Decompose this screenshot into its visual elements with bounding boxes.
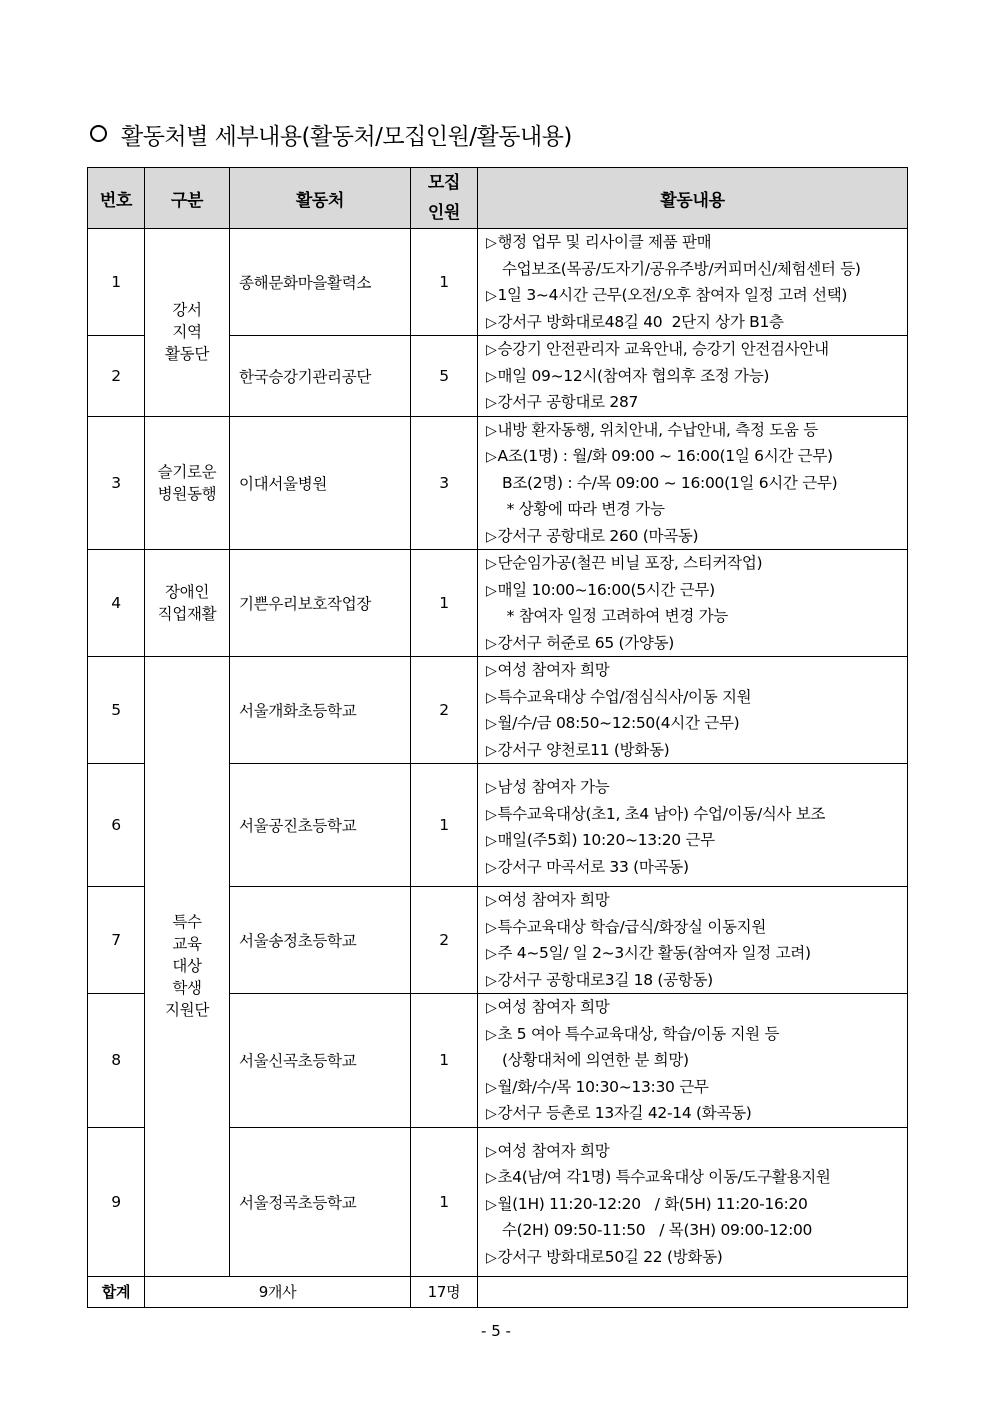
page-number: - 5 - [481,1322,511,1340]
category-cell [145,550,230,657]
triangle-bullet-icon: ▷ [486,528,497,545]
activity-text: 1일 3~4시간 근무(오전/오후 참여자 일정 고려 선택) [497,286,848,304]
activity-line [486,363,907,390]
category-line: 직업재활 [157,605,217,623]
triangle-bullet-icon: ▷ [486,288,497,304]
activity-text: 행정 업무 및 리사이클 제품 판매 [497,233,712,251]
triangle-bullet-icon: ▷ [486,1026,497,1043]
activity-text: 강서구 허준로 65 (가양동) [497,633,675,652]
header-recruit [411,168,478,229]
activity-text: 강서구 공항대로 287 [497,393,639,411]
triangle-bullet-icon: ▷ [486,946,497,962]
triangle-bullet-icon: ▷ [486,919,497,936]
category-cell [145,657,230,1277]
recruit-count: 1 [411,764,478,887]
recruit-count: 1 [411,550,478,657]
total-count: 17명 [411,1276,478,1307]
activity-text: (상황대처에 의연한 분 희망) [502,1051,689,1069]
triangle-bullet-icon: ▷ [486,1106,497,1122]
activity-line [486,282,907,309]
heading-text: 활동처별 세부내용(활동처/모집인원/활동내용) [121,124,572,150]
table-row [88,416,908,550]
header-place: 활동처 [230,168,411,229]
triangle-bullet-icon: ▷ [486,556,497,572]
activity-line [486,309,907,336]
triangle-bullet-icon: ▷ [486,742,497,759]
activity-cell [478,550,908,657]
activity-text: 내방 환자동행, 위치안내, 수납안내, 측정 도움 등 [497,420,818,439]
place-cell: 서울정곡초등학교 [230,1127,411,1276]
category-line: 지원단 [164,1001,210,1020]
activity-text: 단순임가공(철끈 비닐 포장, 스티커작업) [497,554,763,572]
activity-line [486,1191,907,1218]
activity-text: 남성 참여자 가능 [497,778,610,796]
activity-cell [478,336,908,417]
category-line: 학생 [172,979,202,998]
activity-text: 여성 참여자 희망 [497,998,610,1016]
triangle-bullet-icon: ▷ [486,422,497,439]
activity-text: 매일(주5회) 10:20~13:20 근무 [497,831,715,849]
activity-cell [478,994,908,1128]
header-recruit-1: 모집 [427,173,461,193]
activity-line [486,801,907,828]
place-cell: 서울개화초등학교 [230,657,411,764]
triangle-bullet-icon: ▷ [486,582,497,599]
activity-cell [478,764,908,887]
activity-line [486,1164,907,1191]
activity-line [486,737,907,764]
activity-line [486,940,907,967]
activity-line [486,887,907,914]
activity-line [486,389,907,416]
category-line: 장애인 [164,583,210,601]
activity-line [486,603,907,630]
recruit-count: 5 [411,336,478,417]
activity-line [486,550,907,577]
activity-line [486,470,907,497]
activity-cell [478,229,908,336]
activity-text: 여성 참여자 희망 [497,1141,610,1160]
activity-cell [478,657,908,764]
activity-cell [478,887,908,994]
row-number: 6 [88,764,145,887]
triangle-bullet-icon: ▷ [486,235,497,251]
place-cell: 서울송정초등학교 [230,887,411,994]
activity-text: 월/수/금 08:50~12:50(4시간 근무) [497,714,740,732]
activity-line [486,684,907,711]
total-label: 합계 [88,1276,145,1307]
total-empty [478,1276,908,1307]
category-line: 활동단 [164,345,210,364]
place-cell: 한국승강기관리공단 [230,336,411,417]
activity-text: 초4(남/여 각1명) 특수교육대상 이동/도구활용지원 [497,1168,831,1186]
header-recruit-2: 인원 [427,203,461,223]
activity-text: 강서구 등촌로 13자길 42-14 (화곡동) [497,1104,752,1122]
triangle-bullet-icon: ▷ [486,780,497,796]
activity-text: * 참여자 일정 고려하여 변경 가능 [502,607,728,625]
header-no: 번호 [88,168,145,229]
row-number: 3 [88,416,145,550]
activity-cell [478,1127,908,1276]
category-line: 교육 [172,935,202,954]
triangle-bullet-icon: ▷ [486,1079,497,1096]
recruit-count: 2 [411,887,478,994]
place-cell: 기쁜우리보호작업장 [230,550,411,657]
activity-line [486,256,907,283]
recruit-count: 1 [411,994,478,1128]
category-line: 강서 [172,301,202,320]
activity-table [87,167,908,1308]
activity-line [486,336,907,363]
activity-line [486,577,907,604]
header-activity: 활동내용 [478,168,908,229]
triangle-bullet-icon: ▷ [486,1143,497,1160]
triangle-bullet-icon: ▷ [486,689,497,706]
place-cell: 종해문화마을활력소 [230,229,411,336]
activity-text: 특수교육대상 수업/점심식사/이동 지원 [497,687,752,706]
triangle-bullet-icon: ▷ [486,635,497,652]
activity-text: 특수교육대상(초1, 초4 남아) 수업/이동/식사 보조 [497,804,826,823]
triangle-bullet-icon: ▷ [486,1249,497,1266]
table-row [88,657,908,764]
category-cell [145,416,230,550]
triangle-bullet-icon: ▷ [486,1000,497,1016]
triangle-bullet-icon: ▷ [486,806,497,823]
recruit-count: 3 [411,416,478,550]
triangle-bullet-icon: ▷ [486,368,497,385]
activity-line [486,657,907,684]
activity-line [486,1021,907,1048]
triangle-bullet-icon: ▷ [486,833,497,849]
activity-text: 강서구 공항대로 260 (마곡동) [497,526,699,545]
activity-text: 수(2H) 09:50-11:50 / 목(3H) 09:00-12:00 [502,1221,813,1239]
category-line: 슬기로운 [157,462,217,481]
table-row [88,550,908,657]
total-places: 9개사 [145,1276,411,1307]
category-line: 대상 [172,957,202,976]
activity-line [486,1138,907,1165]
activity-text: 매일 09~12시(참여자 협의후 조정 가능) [497,366,770,385]
table-row [88,229,908,336]
activity-cell [478,416,908,550]
activity-line [486,914,907,941]
activity-text: 강서구 마곡서로 33 (마곡동) [497,857,689,876]
triangle-bullet-icon: ▷ [486,342,497,358]
row-number: 4 [88,550,145,657]
activity-line [486,1244,907,1271]
activity-line [486,967,907,994]
activity-text: 월/화/수/목 10:30~13:30 근무 [497,1077,709,1096]
triangle-bullet-icon: ▷ [486,1170,497,1186]
activity-line [486,1217,907,1244]
place-cell: 서울공진초등학교 [230,764,411,887]
activity-text: 초 5 여아 특수교육대상, 학습/이동 지원 등 [497,1024,780,1043]
activity-line [486,854,907,881]
triangle-bullet-icon: ▷ [486,716,497,732]
recruit-count: 1 [411,229,478,336]
activity-line [486,1100,907,1127]
activity-text: 강서구 방화대로50길 22 (방화동) [497,1247,723,1266]
activity-line [486,630,907,657]
row-number: 7 [88,887,145,994]
activity-text: 특수교육대상 학습/급식/화장실 이동지원 [497,917,767,936]
triangle-bullet-icon: ▷ [486,449,497,465]
place-cell: 이대서울병원 [230,416,411,550]
activity-line [486,1074,907,1101]
activity-text: * 상황에 따라 변경 가능 [502,500,665,518]
section-heading [90,118,572,151]
activity-line [486,827,907,854]
category-cell [145,229,230,417]
header-category: 구분 [145,168,230,229]
activity-line [486,229,907,256]
activity-text: 수업보조(목공/도자기/공유주방/커피머신/체험센터 등) [502,259,861,278]
row-number: 1 [88,229,145,336]
recruit-count: 1 [411,1127,478,1276]
place-cell: 서울신곡초등학교 [230,994,411,1128]
activity-line [486,496,907,523]
triangle-bullet-icon: ▷ [486,314,497,331]
activity-text: 주 4~5일/ 일 2~3시간 활동(참여자 일정 고려) [497,944,811,962]
circle-bullet-icon [90,125,107,142]
activity-line [486,443,907,470]
activity-line [486,417,907,444]
activity-text: 강서구 방화대로48길 40 2단지 상가 B1층 [497,312,784,331]
activity-line [486,1047,907,1074]
recruit-count: 2 [411,657,478,764]
activity-text: B조(2명) : 수/목 09:00 ~ 16:00(1일 6시간 근무) [502,473,838,492]
activity-text: 월(1H) 11:20-12:20 / 화(5H) 11:20-16:20 [497,1194,808,1213]
row-number: 9 [88,1127,145,1276]
activity-text: 강서구 공항대로3길 18 (공항동) [497,970,713,989]
triangle-bullet-icon: ▷ [486,972,497,989]
category-line: 병원동행 [157,484,217,503]
header-row [88,168,908,229]
activity-text: A조(1명) : 월/화 09:00 ~ 16:00(1일 6시간 근무) [497,447,833,465]
triangle-bullet-icon: ▷ [486,859,497,876]
activity-line [486,710,907,737]
triangle-bullet-icon: ▷ [486,893,497,909]
activity-line [486,774,907,801]
triangle-bullet-icon: ▷ [486,395,497,411]
activity-text: 강서구 양천로11 (방화동) [497,740,670,759]
activity-text: 여성 참여자 희망 [497,891,610,909]
triangle-bullet-icon: ▷ [486,663,497,679]
category-line: 특수 [172,913,202,932]
activity-text: 여성 참여자 희망 [497,661,610,679]
row-number: 8 [88,994,145,1128]
total-row [88,1276,908,1307]
category-line: 지역 [172,323,202,342]
row-number: 5 [88,657,145,764]
activity-line [486,994,907,1021]
activity-line [486,523,907,550]
activity-text: 매일 10:00~16:00(5시간 근무) [497,580,715,599]
activity-text: 승강기 안전관리자 교육안내, 승강기 안전검사안내 [497,340,829,358]
triangle-bullet-icon: ▷ [486,1196,497,1213]
row-number: 2 [88,336,145,417]
